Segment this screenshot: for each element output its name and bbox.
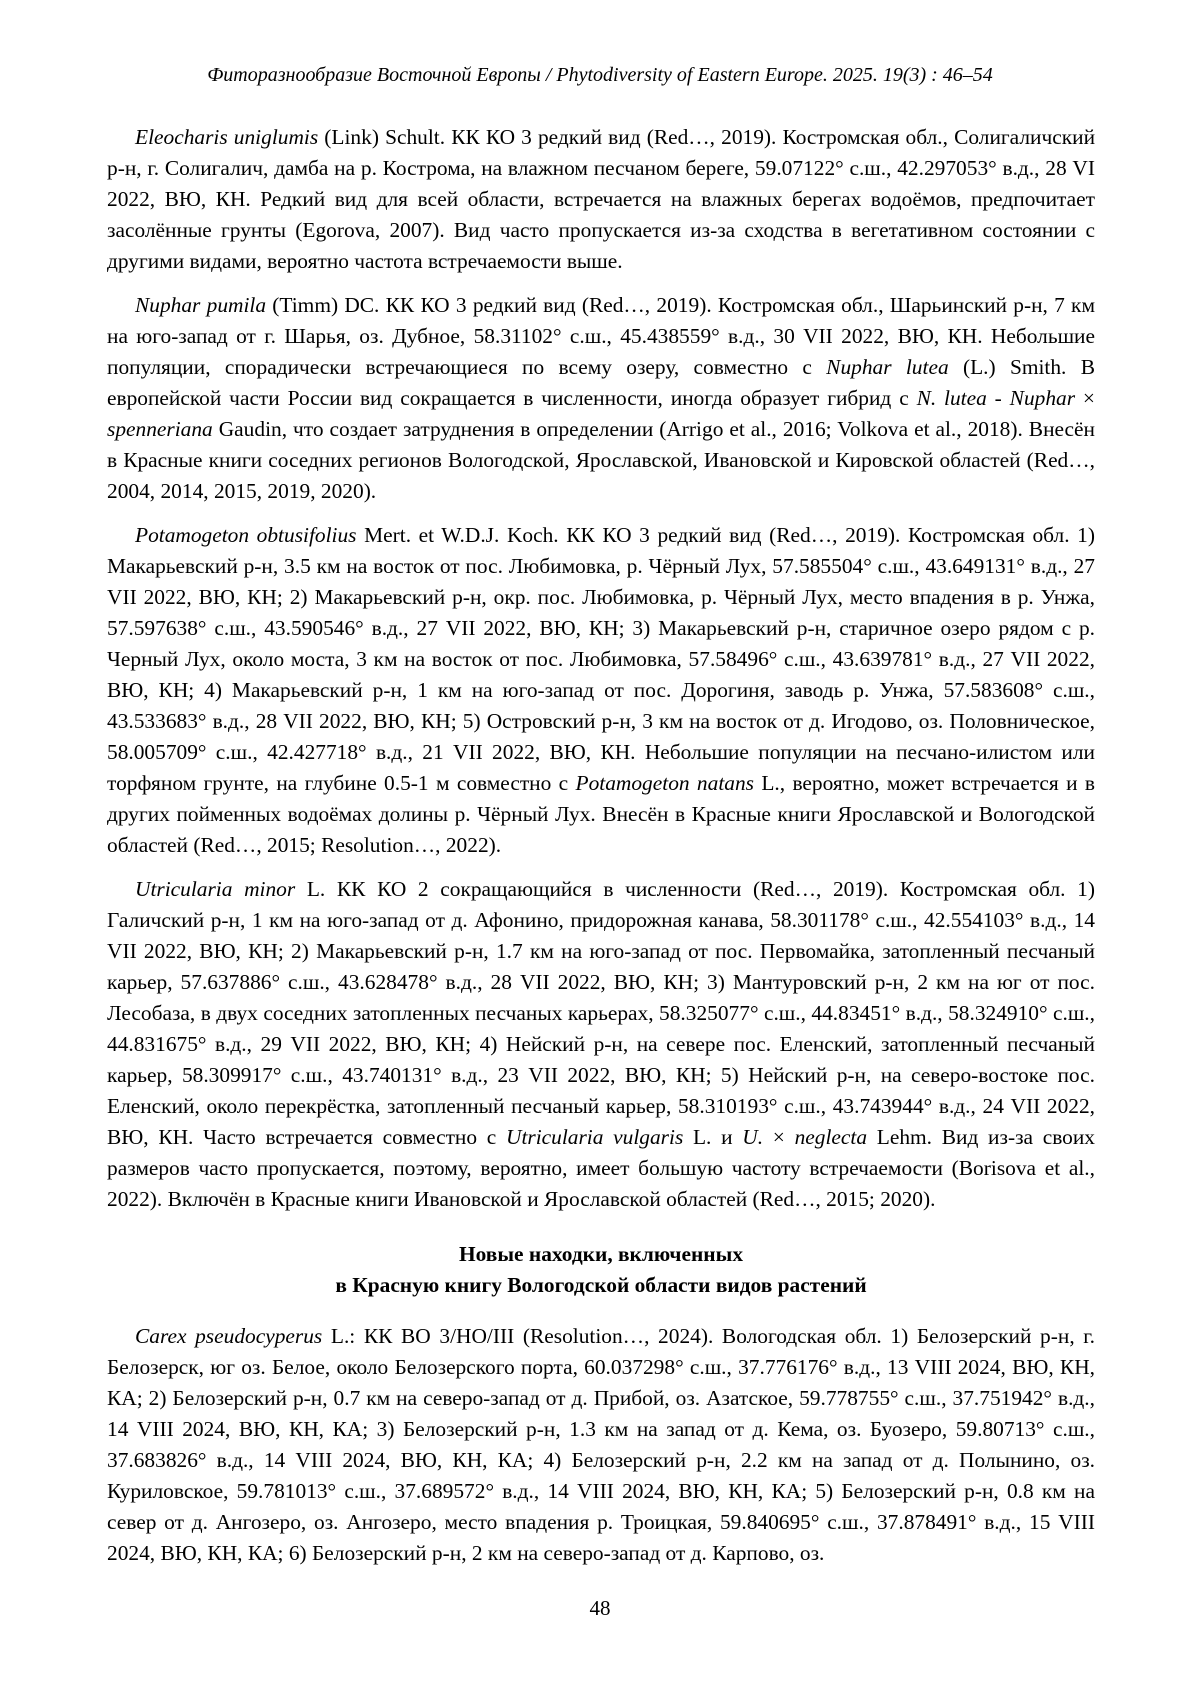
species-name: Carex pseudocyperus	[135, 1324, 323, 1348]
species-name: U.	[742, 1125, 764, 1149]
species-name: Potamogeton obtusifolius	[135, 523, 357, 547]
paragraph-text: L. и	[683, 1125, 743, 1149]
species-name: Utricularia minor	[135, 877, 296, 901]
species-name: Potamogeton natans	[575, 771, 754, 795]
species-name: Nuphar pumila	[135, 293, 267, 317]
paragraph-utricularia-minor	[107, 874, 1095, 1215]
section-heading-line: Новые находки, включенных	[458, 1242, 744, 1266]
species-name: spenneriana	[107, 417, 213, 441]
article-body	[107, 122, 1095, 1582]
journal-header: Фиторазнообразие Восточной Европы / Phytodiversity of Eastern Europe. 2025. 19(3) : 46–54	[207, 64, 993, 86]
species-name: Utricularia vulgaris	[506, 1125, 684, 1149]
paragraph-text: (L.) Smith. В европейской части России вид сокращается в численности, иногда образует гибрид с	[107, 355, 1095, 410]
paragraph-text: Lehm. Вид из-за своих размеров часто пропускается, поэтому, вероятно, имеет большую частоту встречаемости (Borisova et al., 2022). Включён в Красные книги Ивановской и Ярославской областей (Red…, 2015; 2020).	[107, 1125, 1096, 1211]
paragraph-eleocharis-uniglumis	[107, 122, 1095, 277]
paragraph-text: (Link) Schult. КК КО 3 редкий вид (Red…, 2019). Костромская обл., Солигаличский р-н, г. Солигалич, дамба на р. Кострома, на влажном песчаном береге, 59.07122° с.ш., 42.297053° в.д., 28 VI 2022, ВЮ, КН. Редкий вид для всей области, встречается на влажных берегах водоёмов, предпочитает засолённые грунты (Egorova, 2007). Вид часто пропускается из-за сходства в вегетативном состоянии с другими видами, вероятно частота встречаемости выше.	[107, 125, 1096, 273]
species-name: neglecta	[794, 1125, 868, 1149]
paragraph-nuphar-pumila	[107, 290, 1095, 507]
paragraph-text: ×	[1075, 386, 1095, 410]
paragraph-text: L., вероятно, может встречается и в других пойменных водоёмах долины р. Чёрный Лух. Внесён в Красные книги Ярославской и Вологодской областей (Red…, 2015; Resolution…, 2022).	[107, 771, 1095, 857]
species-name: Eleocharis uniglumis	[135, 125, 319, 149]
species-name: N. lutea - Nuphar	[916, 386, 1076, 410]
paragraph-text: ×	[763, 1125, 795, 1149]
paragraph-text: L.: КК ВО 3/НО/III (Resolution…, 2024). Вологодская обл. 1) Белозерский р-н, г. Белозерск, юг оз. Белое, около Белозерского порта, 60.037298° с.ш., 37.776176° в.д., 13 VIII 2024, ВЮ, КН, КА; 2) Белозерский р-н, 0.7 км на северо-запад от д. Прибой, оз. Азатское, 59.778755° с.ш., 37.751942° в.д., 14 VIII 2024, ВЮ, КН, КА; 3) Белозерский р-н, 1.3 км на запад от д. Кема, оз. Буозеро, 59.80713° с.ш., 37.683826° в.д., 14 VIII 2024, ВЮ, КН, КА; 4) Белозерский р-н, 2.2 км на запад от д. Полынино, оз. Куриловское, 59.781013° с.ш., 37.689572° в.д., 14 VIII 2024, ВЮ, КН, КА; 5) Белозерский р-н, 0.8 км на север от д. Ангозеро, оз. Ангозеро, место впадения р. Троицкая, 59.840695° с.ш., 37.878491° в.д., 15 VIII 2024, ВЮ, КН, КА; 6) Белозерский р-н, 2 км на северо-запад от д. Карпово, оз.	[107, 1324, 1096, 1565]
paragraph-text: Gaudin, что создает затруднения в определении (Arrigo et al., 2016; Volkova et al., 2018). Внесён в Красные книги соседних регионов Вологодской, Ярославской, Ивановской и Кировской областей (Red…, 2004, 2014, 2015, 2019, 2020).	[107, 417, 1095, 503]
page-number: 48	[589, 1596, 611, 1620]
species-name: Nuphar lutea	[826, 355, 949, 379]
section-heading-line: в Красную книгу Вологодской области видов растений	[335, 1273, 867, 1297]
paragraph-carex-pseudocyperus	[107, 1321, 1095, 1569]
section-heading	[107, 1239, 1095, 1301]
paragraph-text: (Timm) DC. КК КО 3 редкий вид (Red…, 2019). Костромская обл., Шарьинский р-н, 7 км на юго-запад от г. Шарья, оз. Дубное, 58.31102° с.ш., 45.438559° в.д., 30 VII 2022, ВЮ, КН. Небольшие популяции, спорадически встречающиеся по всему озеру, совместно с	[107, 293, 1095, 379]
paragraph-text: L. КК КО 2 сокращающийся в численности (Red…, 2019). Костромская обл. 1) Галичский р-н, 1 км на юго-запад от д. Афонино, придорожная канава, 58.301178° с.ш., 42.554103° в.д., 14 VII 2022, ВЮ, КН; 2) Макарьевский р-н, 1.7 км на юго-запад от пос. Первомайка, затопленный песчаный карьер, 57.637886° с.ш., 43.628478° в.д., 28 VII 2022, ВЮ, КН; 3) Мантуровский р-н, 2 км на юг от пос. Лесобаза, в двух соседних затопленных песчаных карьерах, 58.325077° с.ш., 44.83451° в.д., 58.324910° с.ш., 44.831675° в.д., 29 VII 2022, ВЮ, КН; 4) Нейский р-н, на севере пос. Еленский, затопленный песчаный карьер, 58.309917° с.ш., 43.740131° в.д., 23 VII 2022, ВЮ, КН; 5) Нейский р-н, на северо-востоке пос. Еленский, около перекрёстка, затопленный песчаный карьер, 58.310193° с.ш., 43.743944° в.д., 24 VII 2022, ВЮ, КН. Часто встречается совместно с	[107, 877, 1095, 1149]
paragraph-text: Mert. et W.D.J. Koch. КК КО 3 редкий вид (Red…, 2019). Костромская обл. 1) Макарьевский р-н, 3.5 км на восток от пос. Любимовка, р. Чёрный Лух, 57.585504° с.ш., 43.649131° в.д., 27 VII 2022, ВЮ, КН; 2) Макарьевский р-н, окр. пос. Любимовка, р. Чёрный Лух, место впадения в р. Унжа, 57.597638° с.ш., 43.590546° в.д., 27 VII 2022, ВЮ, КН; 3) Макарьевский р-н, старичное озеро рядом с р. Черный Лух, около моста, 3 км на восток от пос. Любимовка, 57.58496° с.ш., 43.639781° в.д., 27 VII 2022, ВЮ, КН; 4) Макарьевский р-н, 1 км на юго-запад от пос. Дорогиня, заводь р. Унжа, 57.583608° с.ш., 43.533683° в.д., 28 VII 2022, ВЮ, КН; 5) Островский р-н, 3 км на восток от д. Игодово, оз. Половническое, 58.005709° с.ш., 42.427718° в.д., 21 VII 2022, ВЮ, КН. Небольшие популяции на песчано-илистом или торфяном грунте, на глубине 0.5-1 м совместно с	[107, 523, 1095, 795]
paragraph-potamogeton-obtusifolius	[107, 520, 1095, 861]
